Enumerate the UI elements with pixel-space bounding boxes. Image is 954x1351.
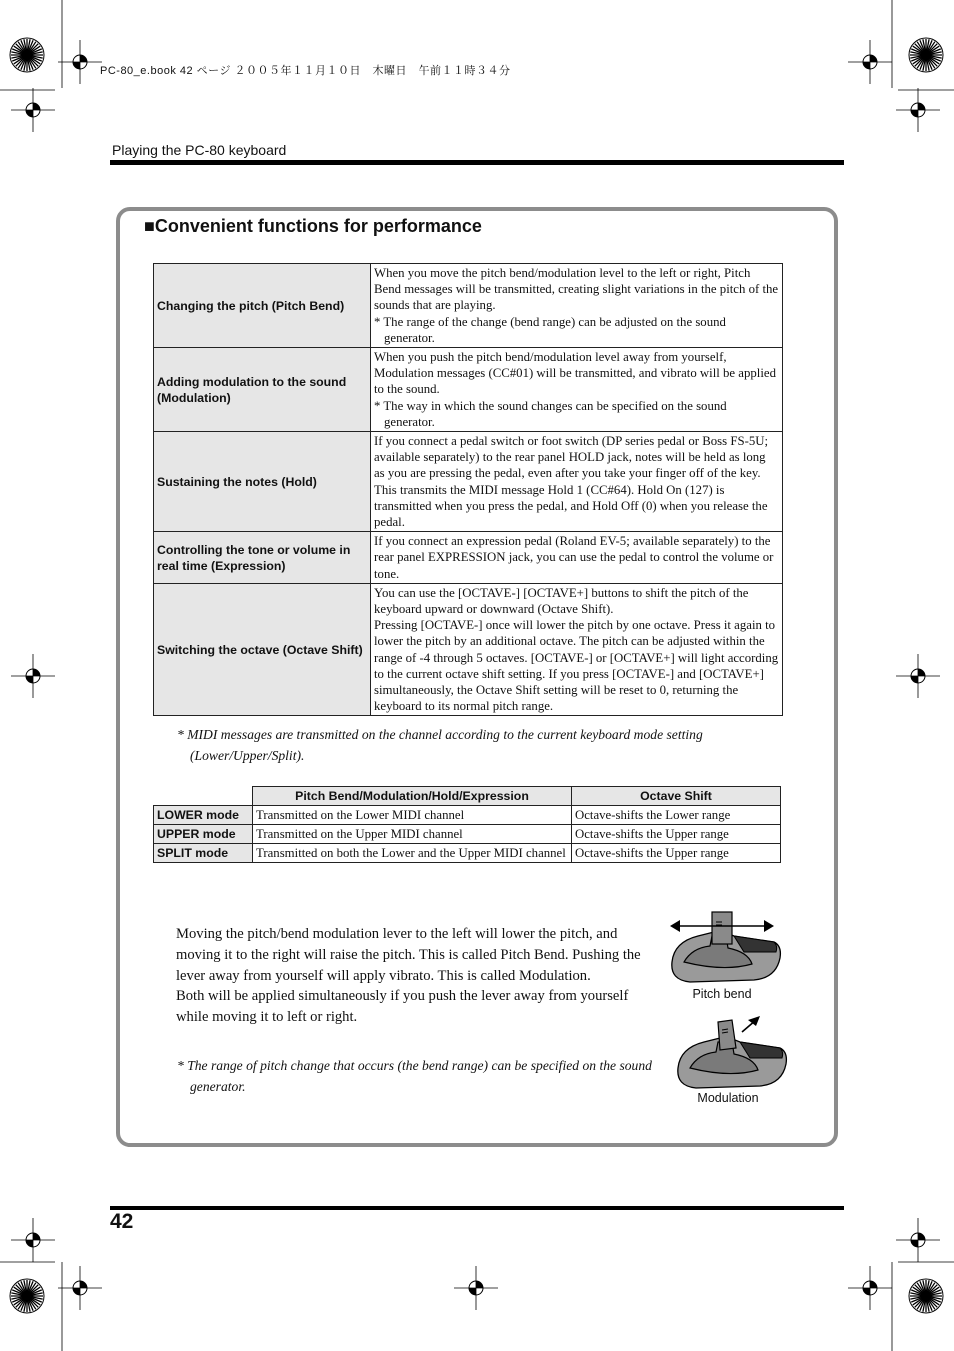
page-number: 42 (110, 1210, 134, 1233)
table-row (154, 806, 781, 825)
pitch-bend-cell: Transmitted on the Upper MIDI channel (253, 825, 572, 844)
description-text: When you push the pitch bend/modulation level away from yourself, Modulation messages (CC#01) will be transmitted, and vibrato will be applied to the sound. (374, 350, 776, 397)
lever-explanation (176, 924, 646, 1028)
running-head: Playing the PC-80 keyboard (112, 142, 287, 158)
function-description (371, 432, 783, 532)
section-title: ■Convenient functions for performance (144, 216, 482, 236)
mode-table (153, 786, 781, 863)
function-table (153, 263, 783, 716)
header-rule (110, 160, 844, 165)
octave-shift-cell: Octave-shifts the Upper range (572, 825, 781, 844)
description-text: If you connect a pedal switch or foot switch (DP series pedal or Boss FS-5U; available separately) to the rear panel HOLD jack, notes will be held as long as you are pressing the pedal, even after you take your finger off of the key. This transmits the MIDI message Hold 1 (CC#64). Hold On (127) is transmitted when you press the pedal, and Hold Off (0) when you release the pedal. (374, 434, 769, 530)
table-row (154, 264, 783, 348)
description-text: When you move the pitch bend/modulation level to the left or right, Pitch Bend messages will be transmitted, creating slight variations in the pitch of the sounds that are playing. (374, 266, 779, 313)
function-name: Changing the pitch (Pitch Bend) (154, 264, 371, 348)
table-header-row (154, 787, 781, 806)
function-description (371, 532, 783, 584)
table-row (154, 825, 781, 844)
mode-name: UPPER mode (154, 825, 253, 844)
table-row (154, 432, 783, 532)
footer-rule (110, 1206, 844, 1210)
pitch-bend-cell: Transmitted on the Lower MIDI channel (253, 806, 572, 825)
modulation-caption: Modulation (697, 1091, 759, 1105)
description-text: If you connect an expression pedal (Roland EV-5; available separately) to the rear panel EXPRESSION jack, you can use the pedal to control the volume or tone. (374, 534, 774, 581)
function-name: Controlling the tone or volume in real time (Expression) (154, 532, 371, 584)
table-row (154, 348, 783, 432)
column-header: Pitch Bend/Modulation/Hold/Expression (253, 787, 572, 806)
bend-range-note: * The range of pitch change that occurs (the bend range) can be specified on the sound generator. (177, 1058, 652, 1094)
pitch-bend-cell: Transmitted on both the Lower and the Upper MIDI channel (253, 844, 572, 863)
function-name: Switching the octave (Octave Shift) (154, 583, 371, 716)
mode-name: SPLIT mode (154, 844, 253, 863)
function-description (371, 583, 783, 716)
function-name: Adding modulation to the sound (Modulation) (154, 348, 371, 432)
description-text: You can use the [OCTAVE-] [OCTAVE+] buttons to shift the pitch of the keyboard upward or downward (Octave Shift). (374, 585, 749, 617)
print-header: PC-80_e.book 42 ページ ２００５年１１月１０日 木曜日 午前１１時３４分 (100, 65, 511, 77)
table-row (154, 844, 781, 863)
table-row (154, 532, 783, 584)
midi-channel-note: * MIDI messages are transmitted on the channel according to the current keyboard mode setting (Lower/Upper/Split). (177, 727, 703, 763)
function-description (371, 348, 783, 432)
table-row (154, 583, 783, 716)
octave-shift-cell: Octave-shifts the Upper range (572, 844, 781, 863)
pitch-bend-lever-illustration (664, 906, 790, 988)
description-text-2: Pressing [OCTAVE-] once will lower the pitch by one octave. Press it again to lower the pitch by an additional octave. The pitch can be adjusted within the range of -4 through 5 octaves. [OCTAVE-] or [OCTAVE+] will light according to the current octave shift setting. If you press [OCTAVE-] and [OCTAVE+] simultaneously, the Octave Shift setting will be reset to 0, returning the keyboard to its normal pitch range. (374, 618, 779, 714)
function-name: Sustaining the notes (Hold) (154, 432, 371, 532)
mode-name: LOWER mode (154, 806, 253, 825)
pitch-bend-caption: Pitch bend (692, 987, 752, 1001)
column-header: Octave Shift (572, 787, 781, 806)
function-description (371, 264, 783, 348)
octave-shift-cell: Octave-shifts the Lower range (572, 806, 781, 825)
body-paragraph: Both will be applied simultaneously if you push the lever away from yourself while moving it to left or right. (176, 988, 629, 1026)
header-blank-cell (154, 787, 253, 806)
body-paragraph: Moving the pitch/bend modulation lever to the left will lower the pitch, and moving it to the right will raise the pitch. This is called Pitch Bend. Pushing the lever away from yourself will apply vibrato. This is called Modulation. (176, 926, 641, 984)
description-note: * The way in which the sound changes can be specified on the sound generator. (374, 398, 727, 429)
modulation-lever-illustration (670, 1012, 796, 1092)
description-note: * The range of the change (bend range) can be adjusted on the sound generator. (374, 314, 726, 345)
